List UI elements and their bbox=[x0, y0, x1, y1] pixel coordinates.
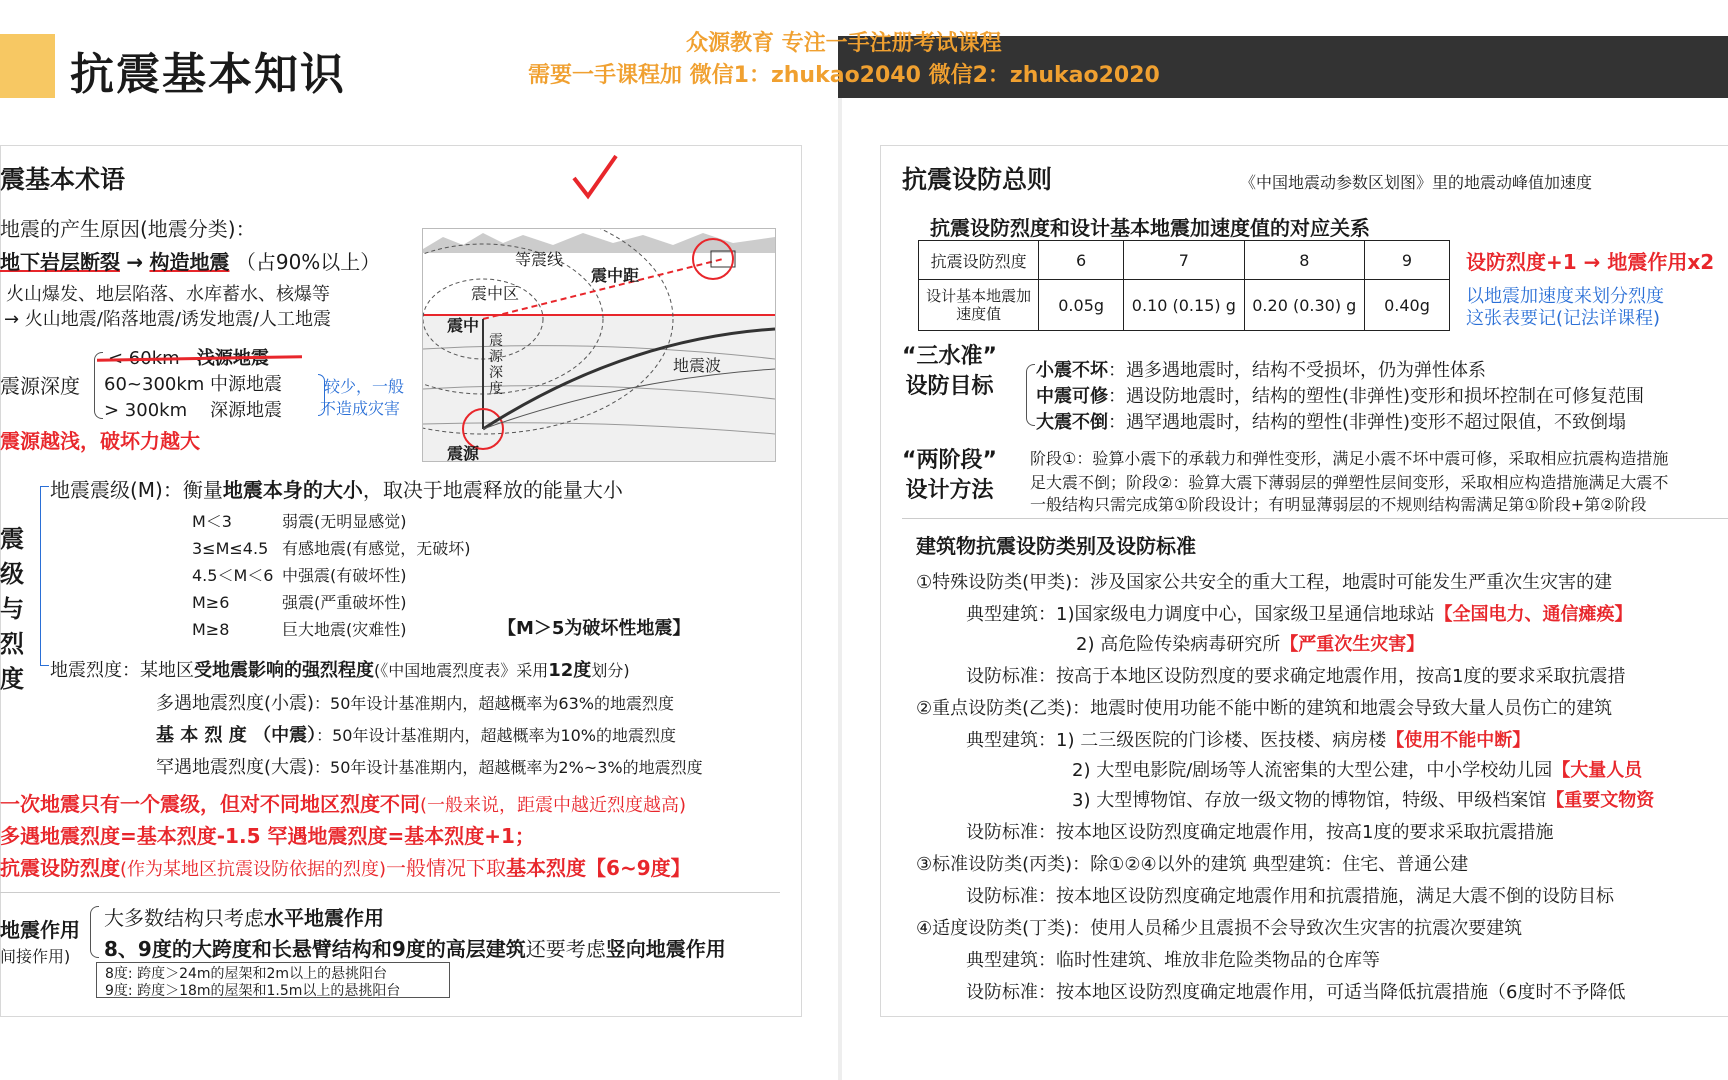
int-desc: ：50年设计基准期内，超越概率为10%的地震烈度 bbox=[316, 726, 677, 745]
magnitude-title bbox=[50, 474, 623, 503]
cause-title: 地震的产生原因(地震分类)： bbox=[0, 217, 256, 241]
cat1-typical-1 bbox=[966, 600, 1632, 626]
table-cell: 设计基本地震加速度值 bbox=[919, 280, 1039, 331]
cause-line3: → 火山地震/陷落地震/诱发地震/人工地震 bbox=[4, 309, 331, 330]
cat-tag: 【大量人员 bbox=[1552, 760, 1643, 781]
depth-note-1: 较少，一般 bbox=[324, 377, 405, 396]
accel-table bbox=[918, 240, 1450, 331]
action-note-1: 8度: 跨度＞24m的屋架和2m以上的悬挑阳台 bbox=[105, 966, 388, 982]
action-line1 bbox=[104, 902, 384, 931]
cat-text: 2) 高危险传染病毒研究所 bbox=[1076, 634, 1281, 655]
label-line: 设防目标 bbox=[905, 374, 994, 399]
magnitude-note: 【M＞5为破坏性地震】 bbox=[498, 618, 691, 639]
label-line: 设计方法 bbox=[905, 478, 994, 503]
intensity-row-frequent bbox=[156, 689, 674, 715]
red-text: 一般情况下取 bbox=[386, 856, 507, 880]
page-gap bbox=[838, 98, 842, 1080]
level-key: 大震不倒 bbox=[1036, 412, 1108, 433]
int-desc: ：50年设计基准期内，超越概率为63%的地震烈度 bbox=[314, 694, 674, 713]
cat4-standard: 设防标准：按本地区设防烈度确定地震作用，可适当降低抗震措施（6度时不予降低 bbox=[966, 982, 1626, 1003]
cat1-typical-2 bbox=[1076, 630, 1424, 656]
three-level-row-3 bbox=[1036, 408, 1626, 434]
int-label: 基 本 烈 度 （中震） bbox=[156, 725, 317, 746]
depth-range: 60~300km bbox=[104, 374, 205, 395]
magnitude-range: 3≤M≤4.5 bbox=[192, 539, 269, 558]
diagram-label-epicentral-distance: 震中距 bbox=[591, 266, 640, 285]
action-brace bbox=[90, 906, 99, 958]
magnitude-range: M＜3 bbox=[192, 512, 232, 531]
action-note-box bbox=[96, 962, 450, 998]
depth-conclusion: 震源越浅，破坏力越大 bbox=[0, 429, 200, 453]
magnitude-desc: 强震(严重破坏性) bbox=[282, 593, 407, 612]
side-line: 烈度 bbox=[0, 630, 24, 693]
two-stage-line-2: 足大震不倒；阶段②：验算大震下薄弱层的弹塑性层间变形，采取相应构造措施满足大震不 bbox=[1030, 473, 1669, 492]
depth-name: 中源地震 bbox=[210, 374, 283, 395]
magnitude-desc: 弱震(无明显感觉) bbox=[282, 512, 407, 531]
cause-line2: 火山爆发、地层陷落、水库蓄水、核爆等 bbox=[6, 284, 330, 305]
level-desc: ：遇多遇地震时，结构不受损坏，仍为弹性体系 bbox=[1108, 360, 1486, 381]
intensity-row-basic bbox=[156, 721, 676, 747]
mag-text-bold: 地震本身的大小 bbox=[222, 478, 363, 502]
magnitude-desc: 有感地震(有感觉，无破坏) bbox=[282, 539, 471, 558]
cat1-head: ①特殊设防类(甲类)：涉及国家公共安全的重大工程，地震时可能发生严重次生灾害的建 bbox=[916, 572, 1613, 593]
cat-text: 典型建筑：1) 二三级医院的门诊楼、医技楼、病房楼 bbox=[966, 730, 1387, 751]
three-level-label bbox=[902, 342, 997, 402]
table-cell: 9 bbox=[1365, 241, 1450, 280]
magnitude-desc: 巨大地震(灾难性) bbox=[282, 620, 407, 639]
cat2-typical-3 bbox=[1072, 786, 1654, 812]
table-row bbox=[919, 241, 1450, 280]
cause-arrow: → bbox=[126, 250, 144, 274]
two-stage-line-3: 一般结构只需完成第①阶段设计；有明显薄弱层的不规则结构需满足第①阶段+第②阶段 bbox=[1030, 495, 1647, 514]
depth-row-3 bbox=[104, 396, 282, 422]
divider bbox=[0, 892, 780, 893]
accel-table-title: 抗震设防烈度和设计基本地震加速度值的对应关系 bbox=[930, 216, 1370, 240]
cat3-standard: 设防标准：按本地区设防烈度确定地震作用和抗震措施，满足大震不倒的设防目标 bbox=[966, 886, 1614, 907]
diagram-label-epicenter: 震中 bbox=[447, 316, 480, 335]
level-desc: ：遇设防地震时，结构的塑性(非弹性)变形和损坏控制在可修复范围 bbox=[1108, 386, 1645, 407]
label-line: “三水准” bbox=[902, 344, 997, 369]
right-section-title: 抗震设防总则 bbox=[902, 165, 1053, 194]
cause-fault: 地下岩层断裂 bbox=[0, 250, 120, 274]
magnitude-brace bbox=[40, 486, 49, 666]
table-note-blue-1: 以地震加速度来划分烈度 bbox=[1466, 286, 1664, 307]
action-side-label: 地震作用 bbox=[0, 918, 80, 942]
mag-text: ，取决于地震释放的能量大小 bbox=[362, 478, 623, 502]
divider bbox=[902, 518, 1728, 519]
cat-tag: 【严重次生灾害】 bbox=[1280, 634, 1425, 655]
label-line: “两阶段” bbox=[902, 448, 997, 473]
checkmark-icon bbox=[570, 150, 620, 205]
table-row bbox=[919, 280, 1450, 331]
magnitude-range: M≥8 bbox=[192, 620, 230, 639]
three-level-brace bbox=[1026, 364, 1035, 426]
table-cell: 7 bbox=[1124, 241, 1244, 280]
cat1-standard: 设防标准：按高于本地区设防烈度的要求确定地震作用，按高1度的要求采取抗震措 bbox=[966, 666, 1626, 687]
cat-tag: 【使用不能中断】 bbox=[1386, 730, 1531, 751]
action-text: 还要考虑 bbox=[525, 937, 606, 961]
magnitude-side-label bbox=[0, 522, 30, 697]
red-text: (一般来说，距震中越近烈度越高) bbox=[420, 795, 687, 816]
two-stage-label bbox=[902, 446, 997, 506]
int-text-bold: 受地震影响的强烈程度 bbox=[194, 660, 374, 681]
intensity-title bbox=[50, 656, 630, 682]
cat2-typical-2 bbox=[1072, 756, 1642, 782]
title-accent-bar bbox=[0, 34, 55, 98]
red-note-1 bbox=[0, 788, 686, 817]
table-cell: 0.05g bbox=[1039, 280, 1124, 331]
magnitude-ranges bbox=[192, 508, 273, 643]
three-level-row-2 bbox=[1036, 382, 1644, 408]
cause-tectonic: 构造地震 bbox=[149, 250, 230, 274]
depth-name: 深源地震 bbox=[210, 400, 283, 421]
cat-tag: 【全国电力、通信瘫痪】 bbox=[1434, 604, 1633, 625]
int-text-bold: 12度 bbox=[548, 660, 592, 681]
red-text-bold: 抗震设防烈度 bbox=[0, 856, 120, 880]
cat2-typical-1 bbox=[966, 726, 1530, 752]
earthquake-diagram bbox=[422, 228, 776, 462]
int-text: 划分) bbox=[591, 661, 630, 680]
action-note-2: 9度: 跨度＞18m的屋架和1.5m以上的悬挑阳台 bbox=[105, 983, 401, 999]
magnitude-desc: 中强震(有破坏性) bbox=[282, 566, 407, 585]
magnitude-range: 4.5＜M＜6 bbox=[192, 566, 274, 585]
cat3-head: ③标准设防类(丙类)：除①②④以外的建筑 典型建筑：住宅、普通公建 bbox=[916, 854, 1469, 875]
red-text-bold: 基本烈度【6~9度】 bbox=[506, 856, 691, 880]
table-cell: 0.40g bbox=[1365, 280, 1450, 331]
diagram-label-isoseismal: 等震线 bbox=[515, 250, 564, 269]
cat-text: 典型建筑：1)国家级电力调度中心，国家级卫星通信地球站 bbox=[966, 604, 1435, 625]
action-text-bold: 竖向地震作用 bbox=[605, 937, 726, 961]
three-level-row-1 bbox=[1036, 356, 1486, 382]
watermark-line1: 众源教育 专注一手注册考试课程 bbox=[686, 31, 1002, 56]
action-text-bold: 水平地震作用 bbox=[264, 906, 384, 930]
table-cell: 6 bbox=[1039, 241, 1124, 280]
red-text-bold: 一次地震只有一个震级，但对不同地区烈度不同 bbox=[0, 792, 420, 816]
depth-brace bbox=[94, 352, 103, 419]
cause-line1 bbox=[0, 246, 380, 275]
depth-range: > 300km bbox=[104, 400, 188, 421]
map-note: 《中国地震动参数区划图》里的地震动峰值加速度 bbox=[1240, 173, 1593, 192]
int-label: 多遇地震烈度(小震) bbox=[156, 693, 315, 714]
red-text: (作为某地区抗震设防依据的烈度) bbox=[120, 859, 387, 880]
depth-label: 震源深度 bbox=[0, 374, 80, 398]
diagram-label-seismic-wave: 地震波 bbox=[673, 356, 722, 375]
cat4-head: ④适度设防类(丁类)：使用人员稀少且震损不会导致次生灾害的抗震次要建筑 bbox=[916, 918, 1523, 939]
cat2-standard: 设防标准：按本地区设防烈度确定地震作用，按高1度的要求采取抗震措施 bbox=[966, 822, 1554, 843]
diagram-label-focal-depth: 震源深度 bbox=[489, 333, 503, 397]
magnitude-range: M≥6 bbox=[192, 593, 230, 612]
table-note-red: 设防烈度+1 → 地震作用x2 bbox=[1466, 250, 1715, 274]
cat-text: 3) 大型博物馆、存放一级文物的博物馆，特级、甲级档案馆 bbox=[1072, 790, 1547, 811]
table-cell: 0.10 (0.15) g bbox=[1124, 280, 1244, 331]
depth-row-2 bbox=[104, 370, 282, 396]
table-cell: 8 bbox=[1244, 241, 1364, 280]
two-stage-line-1: 阶段①：验算小震下的承载力和弹性变形，满足小震不坏中震可修，采取相应抗震构造措施 bbox=[1030, 449, 1669, 468]
mag-text: 地震震级(M)：衡量 bbox=[50, 478, 223, 502]
level-key: 小震不坏 bbox=[1036, 360, 1108, 381]
side-line: 震级 bbox=[0, 525, 24, 588]
cat4-typical: 典型建筑：临时性建筑、堆放非危险类物品的仓库等 bbox=[966, 950, 1380, 971]
level-key: 中震可修 bbox=[1036, 386, 1108, 407]
int-desc: ：50年设计基准期内，超越概率为2%~3%的地震烈度 bbox=[314, 758, 703, 777]
intensity-row-rare bbox=[156, 753, 703, 779]
action-line2 bbox=[104, 933, 726, 962]
side-line: 与 bbox=[0, 595, 24, 623]
table-note-blue-2: 这张表要记(记法详课程) bbox=[1466, 308, 1661, 329]
cat-text: 2) 大型电影院/剧场等人流密集的大型公建，中小学校幼儿园 bbox=[1072, 760, 1553, 781]
cause-share: （占90%以上） bbox=[235, 250, 381, 274]
action-text: 大多数结构只考虑 bbox=[104, 906, 264, 930]
diagram-label-epicentral-area: 震中区 bbox=[471, 284, 520, 303]
category-title: 建筑物抗震设防类别及设防标准 bbox=[916, 534, 1196, 558]
action-text-bold: 8、9度的大跨度和长悬臂结构和9度的高层建筑 bbox=[104, 937, 526, 961]
int-text: (《中国地震烈度表》采用 bbox=[374, 661, 549, 680]
action-side-sub: 间接作用) bbox=[0, 947, 71, 966]
cat-tag: 【重要文物资 bbox=[1546, 790, 1655, 811]
int-text: 地震烈度：某地区 bbox=[50, 660, 194, 681]
diagram-label-focus: 震源 bbox=[447, 444, 480, 462]
depth-note-2: 不造成灾害 bbox=[320, 399, 401, 418]
page-title: 抗震基本知识 bbox=[70, 49, 346, 100]
int-label: 罕遇地震烈度(大震) bbox=[156, 757, 315, 778]
red-note-3 bbox=[0, 852, 691, 881]
watermark-line2: 需要一手课程加 微信1：zhukao2040 微信2：zhukao2020 bbox=[528, 63, 1160, 88]
magnitude-descs bbox=[282, 508, 471, 643]
red-note-2: 多遇地震烈度=基本烈度-1.5 罕遇地震烈度=基本烈度+1； bbox=[0, 824, 535, 848]
table-cell: 0.20 (0.30) g bbox=[1244, 280, 1364, 331]
table-cell: 抗震设防烈度 bbox=[919, 241, 1039, 280]
left-section-title: 震基本术语 bbox=[0, 165, 126, 194]
level-desc: ：遇罕遇地震时，结构的塑性(非弹性)变形不超过限值，不致倒塌 bbox=[1108, 412, 1627, 433]
cat2-head: ②重点设防类(乙类)：地震时使用功能不能中断的建筑和地震会导致大量人员伤亡的建筑 bbox=[916, 698, 1613, 719]
